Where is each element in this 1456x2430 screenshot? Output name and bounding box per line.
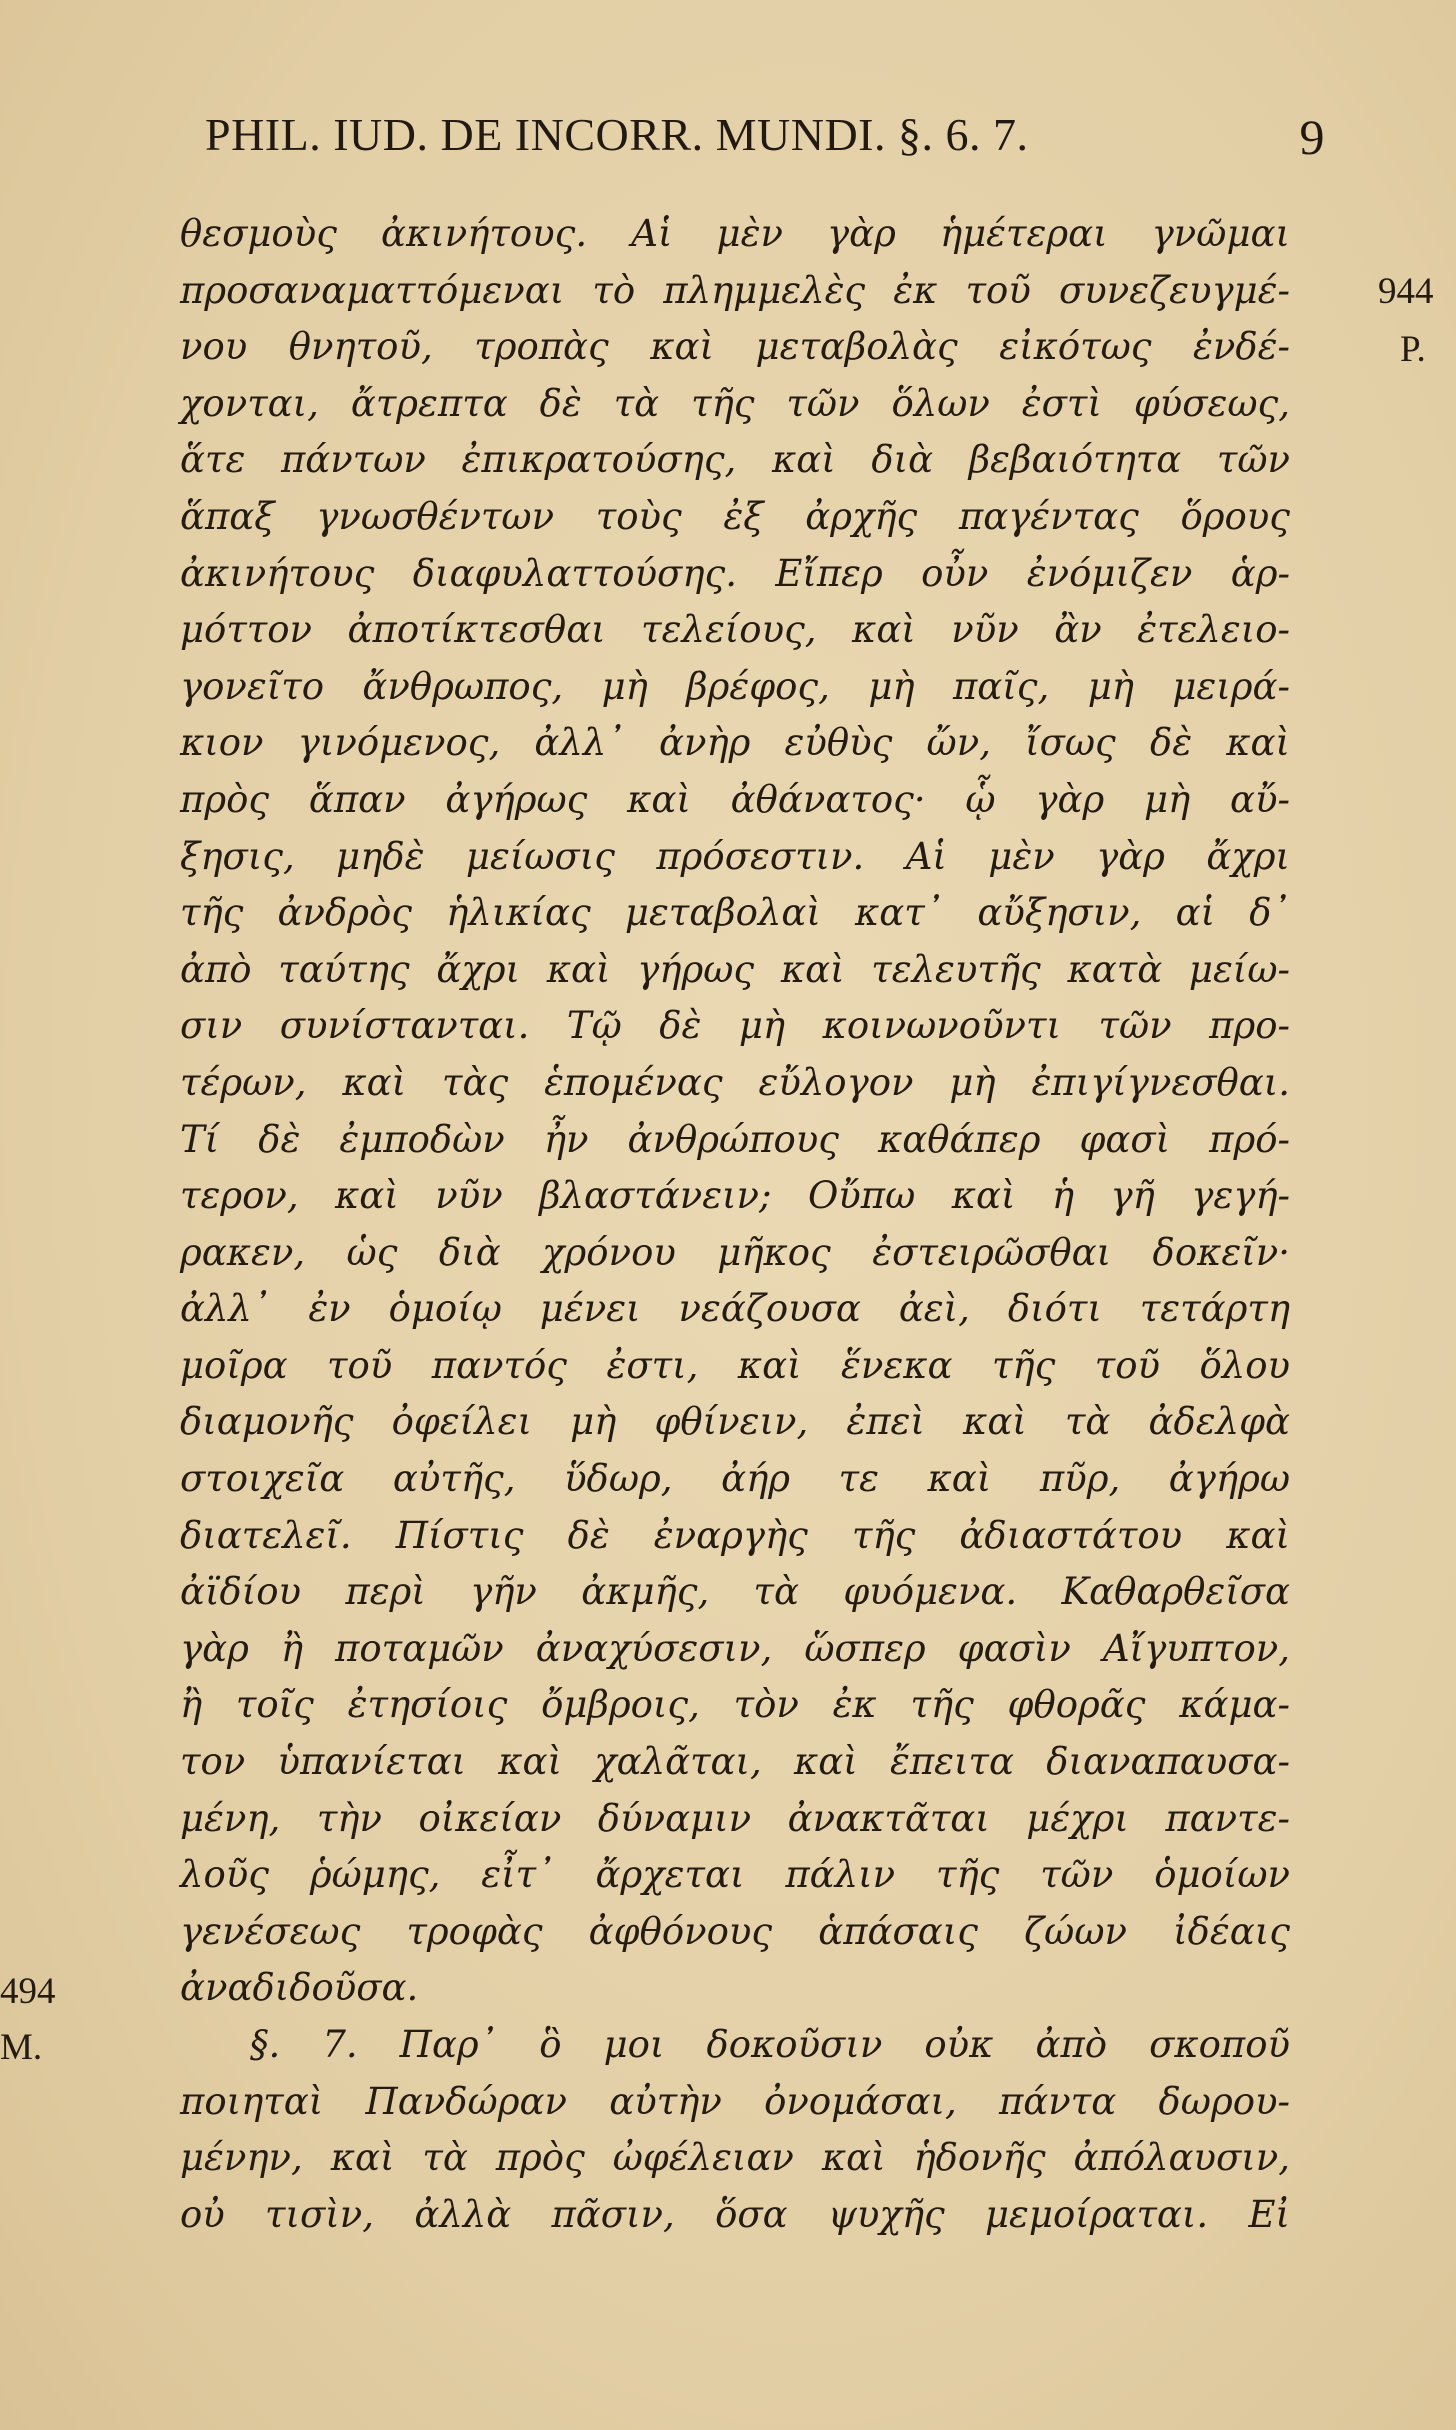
text-line: διατελεῖ. Πίστις δὲ ἐναργὴς τῆς ἀδιαστάτου καὶ (180, 1513, 1290, 1557)
text-line: τον ὑπανίεται καὶ χαλᾶται, καὶ ἔπειτα διαναπαυσα- (180, 1740, 1290, 1784)
text-line: χονται, ἄτρεπτα δὲ τὰ τῆς τῶν ὅλων ἐστὶ φύσεως, (180, 381, 1290, 425)
text-line: στοιχεῖα αὐτῆς, ὕδωρ, ἀήρ τε καὶ πῦρ, ἀγήρω (180, 1457, 1290, 1501)
text-line: πρὸς ἅπαν ἀγήρως καὶ ἀθάνατος· ᾧ γὰρ μὴ αὔ- (180, 777, 1290, 821)
text-line: ἅτε πάντων ἐπικρατούσης, καὶ διὰ βεβαιότητα τῶν (180, 438, 1290, 482)
text-line: τῆς ἀνδρὸς ἡλικίας μεταβολαὶ κατ᾽ αὔξησιν, αἱ δ᾽ (180, 891, 1290, 935)
text-line: μόττον ἀποτίκτεσθαι τελείους, καὶ νῦν ἂν ἐτελειο- (180, 608, 1290, 652)
text-line: προσαναματτόμεναι τὸ πλημμελὲς ἐκ τοῦ συνεζευγμέ- (180, 268, 1290, 312)
text-line: γενέσεως τροφὰς ἀφθόνους ἁπάσαις ζώων ἰδέαις (180, 1909, 1290, 1953)
text-line: ἀναδιδοῦσα. (180, 1966, 419, 2010)
text-line: ἅπαξ γνωσθέντων τοὺς ἐξ ἀρχῆς παγέντας ὅρους (180, 494, 1290, 538)
margin-ref-944: 944 (1378, 271, 1434, 312)
text-line: ἀλλ᾽ ἐν ὁμοίῳ μένει νεάζουσα ἀεὶ, διότι τετάρτη (180, 1287, 1290, 1331)
page-header (205, 108, 1325, 172)
text-line: ἀϊδίου περὶ γῆν ἀκμῆς, τὰ φυόμενα. Καθαρθεῖσα (180, 1570, 1290, 1614)
text-line: μένη, τὴν οἰκείαν δύναμιν ἀνακτᾶται μέχρι παντε- (180, 1796, 1290, 1840)
text-line: ἀκινήτους διαφυλαττούσης. Εἴπερ οὖν ἐνόμιζεν ἁρ- (180, 551, 1290, 595)
text-line: τερον, καὶ νῦν βλαστάνειν; Οὔπω καὶ ἡ γῆ γεγή- (180, 1174, 1290, 1218)
text-line: ρακεν, ὡς διὰ χρόνου μῆκος ἐστειρῶσθαι δοκεῖν· (180, 1230, 1290, 1274)
text-line: γονεῖτο ἄνθρωπος, μὴ βρέφος, μὴ παῖς, μὴ μειρά- (180, 664, 1290, 708)
text-line: ξησις, μηδὲ μείωσις πρόσεστιν. Αἱ μὲν γὰρ ἄχρι (180, 834, 1290, 878)
margin-ref-p: P. (1400, 329, 1426, 370)
text-line: μοῖρα τοῦ παντός ἐστι, καὶ ἕνεκα τῆς τοῦ ὅλου (180, 1343, 1290, 1387)
text-line: θεσμοὺς ἀκινήτους. Αἱ μὲν γὰρ ἡμέτεραι γνῶμαι (180, 212, 1290, 255)
text-line: ἢ τοῖς ἐτησίοις ὄμβροις, τὸν ἐκ τῆς φθορᾶς κάμα- (180, 1683, 1290, 1727)
text-line: νου θνητοῦ, τροπὰς καὶ μεταβολὰς εἰκότως ἐνδέ- (180, 325, 1290, 369)
text-line: σιν συνίστανται. Τῷ δὲ μὴ κοινωνοῦντι τῶν προ- (180, 1004, 1290, 1048)
text-line: οὐ τισὶν, ἀλλὰ πᾶσιν, ὅσα ψυχῆς μεμοίραται. Εἰ (180, 2192, 1290, 2236)
text-line: ποιηταὶ Πανδώραν αὐτὴν ὀνομάσαι, πάντα δωρου- (180, 2079, 1290, 2123)
text-line: διαμονῆς ὀφείλει μὴ φθίνειν, ἐπεὶ καὶ τὰ ἀδελφὰ (180, 1400, 1290, 1444)
text-line: §. 7. Παρ᾽ ὃ μοι δοκοῦσιν οὐκ ἀπὸ σκοποῦ (250, 2023, 1290, 2066)
body-text (180, 206, 1290, 2243)
page-number: 9 (1299, 109, 1325, 165)
margin-ref-m: M. (0, 2027, 43, 2068)
text-line: κιον γινόμενος, ἀλλ᾽ ἀνὴρ εὐθὺς ὤν, ἴσως δὲ καὶ (180, 721, 1290, 765)
text-line: λοῦς ῥώμης, εἶτ᾽ ἄρχεται πάλιν τῆς τῶν ὁμοίων (180, 1853, 1290, 1897)
text-line: τέρων, καὶ τὰς ἑπομένας εὔλογον μὴ ἐπιγίγνεσθαι. (180, 1060, 1290, 1104)
running-title: PHIL. IUD. DE INCORR. MUNDI. §. 6. 7. (205, 109, 1029, 160)
text-line: ἀπὸ ταύτης ἄχρι καὶ γήρως καὶ τελευτῆς κατὰ μείω- (180, 947, 1290, 991)
text-line: Τί δὲ ἐμποδὼν ἦν ἀνθρώπους καθάπερ φασὶ πρό- (180, 1117, 1290, 1161)
text-line: γὰρ ἢ ποταμῶν ἀναχύσεσιν, ὥσπερ φασὶν Αἴγυπτον, (180, 1626, 1290, 1670)
text-line: μένην, καὶ τὰ πρὸς ὠφέλειαν καὶ ἡδονῆς ἀπόλαυσιν, (180, 2136, 1290, 2180)
margin-ref-494: 494 (0, 1971, 56, 2012)
